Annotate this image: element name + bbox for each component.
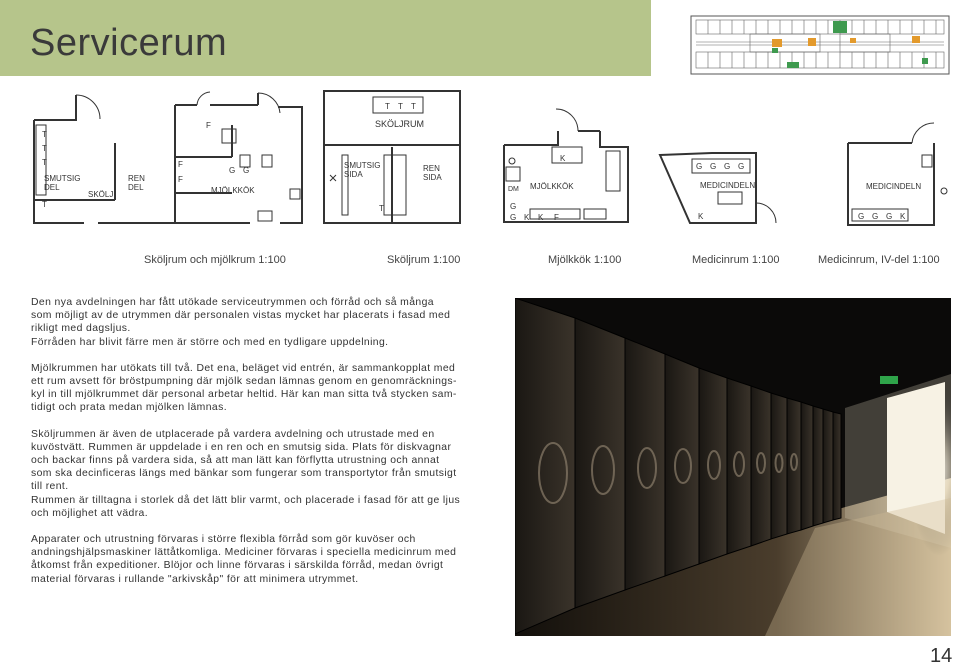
svg-text:DEL: DEL: [44, 183, 60, 192]
svg-text:SKÖLJ: SKÖLJ: [88, 190, 114, 199]
svg-text:G: G: [510, 213, 517, 222]
svg-text:MEDICINDELN: MEDICINDELN: [866, 182, 922, 191]
page-title: Servicerum: [30, 22, 228, 64]
svg-text:F: F: [178, 160, 183, 169]
svg-text:K: K: [524, 213, 530, 222]
svg-text:K: K: [698, 212, 704, 221]
svg-text:SIDA: SIDA: [423, 173, 442, 182]
svg-text:MEDICINDELN: MEDICINDELN: [700, 181, 756, 190]
svg-text:SMUTSIG: SMUTSIG: [344, 161, 381, 170]
svg-text:T: T: [42, 144, 47, 153]
svg-text:REN: REN: [128, 174, 145, 183]
svg-text:T: T: [411, 102, 416, 111]
site-plan-thumbnail: [690, 12, 952, 78]
svg-text:T: T: [42, 200, 47, 209]
title-bar: [0, 0, 651, 76]
paragraph-skoljrum: Sköljrummen är även de utplacerade på vardera avdelning och utrustade med en kuvöstvätt. Rummen är uppdelade i en ren och en smutsig sida. Plats för diskvagnar och backar finns på vardera sida, så att man lätt kan förflytta utrustning och annat som ska decinficeras längs med bänkar som fungerar som transportytor från smutsigt till rent. Rummen är tilltagna i storlek då det lätt blir varmt, och placerade i fasad för att ge ljus och möjlighet att vädra.: [31, 428, 461, 519]
svg-text:SMUTSIG: SMUTSIG: [44, 174, 81, 183]
page-number: 14: [930, 645, 953, 667]
svg-text:G: G: [710, 162, 717, 171]
svg-text:F: F: [554, 213, 559, 222]
svg-text:G: G: [510, 202, 517, 211]
svg-text:REN: REN: [423, 164, 440, 173]
svg-text:T: T: [398, 102, 403, 111]
body-text: [31, 296, 511, 586]
paragraph-forrad: Apparater och utrustning förvaras i större flexibla förråd som gör kuvöser och andningshjälpsmaskiner lättåtkomliga. Mediciner förvaras i speciella medicinrum med åtkomst från expeditioner. Blöjor och linne förvaras i särskilda förråd, medan övrigt material förvaras i rullande "arkivskåp" för att minimera utrymmet.: [31, 534, 457, 585]
svg-text:K: K: [560, 154, 566, 163]
svg-text:DM: DM: [508, 186, 519, 193]
svg-text:K: K: [538, 213, 544, 222]
svg-text:G: G: [872, 212, 879, 221]
caption-medicinrum: Medicinrum 1:100: [692, 254, 780, 266]
caption-skoljrum: Sköljrum 1:100: [387, 254, 461, 266]
svg-text:SIDA: SIDA: [344, 170, 363, 179]
caption-mjolkkok: Mjölkkök 1:100: [548, 254, 622, 266]
svg-text:F: F: [206, 121, 211, 130]
svg-text:T: T: [42, 158, 47, 167]
svg-text:MJÖLKKÖK: MJÖLKKÖK: [530, 182, 574, 191]
svg-text:G: G: [229, 166, 236, 175]
svg-text:T: T: [379, 204, 384, 213]
svg-text:G: G: [243, 166, 250, 175]
svg-text:G: G: [696, 162, 703, 171]
svg-text:T: T: [42, 130, 47, 139]
svg-text:MJÖLKKÖK: MJÖLKKÖK: [211, 186, 255, 195]
paragraph-intro: Den nya avdelningen har fått utökade serviceutrymmen och förråd och så många som möjligt av de utrymmen där personalen vistas mycket har placerats i fasad med rikligt med dagsljus. Förråden har blivit färre men är större och med en tydligare uppdelning.: [31, 297, 451, 348]
floor-plans: [0, 85, 960, 245]
svg-text:DEL: DEL: [128, 183, 144, 192]
caption-skoljrum-mjolkrum: Sköljrum och mjölkrum 1:100: [144, 254, 286, 266]
svg-text:G: G: [886, 212, 893, 221]
svg-text:G: G: [738, 162, 745, 171]
caption-medicinrum-iv: Medicinrum, IV-del 1:100: [818, 254, 940, 266]
storage-corridor-photo: [515, 298, 951, 636]
paragraph-mjolkrum: Mjölkrummen har utökats till två. Det ena, beläget vid entrén, är sammankopplat med ett rum avsett för bröstpumpning där mjölk sedan lämnas genom en genomräcknings- kyl in till mjölkrummet där personal arbetar heltid. Här kan man sitta två stycken sam- tidigt och prata medan mjölken lämnas.: [31, 362, 457, 414]
svg-text:G: G: [724, 162, 731, 171]
svg-text:SKÖLJRUM: SKÖLJRUM: [375, 119, 425, 129]
svg-text:F: F: [178, 175, 183, 184]
svg-text:K: K: [900, 212, 906, 221]
svg-text:T: T: [385, 102, 390, 111]
svg-text:G: G: [858, 212, 865, 221]
